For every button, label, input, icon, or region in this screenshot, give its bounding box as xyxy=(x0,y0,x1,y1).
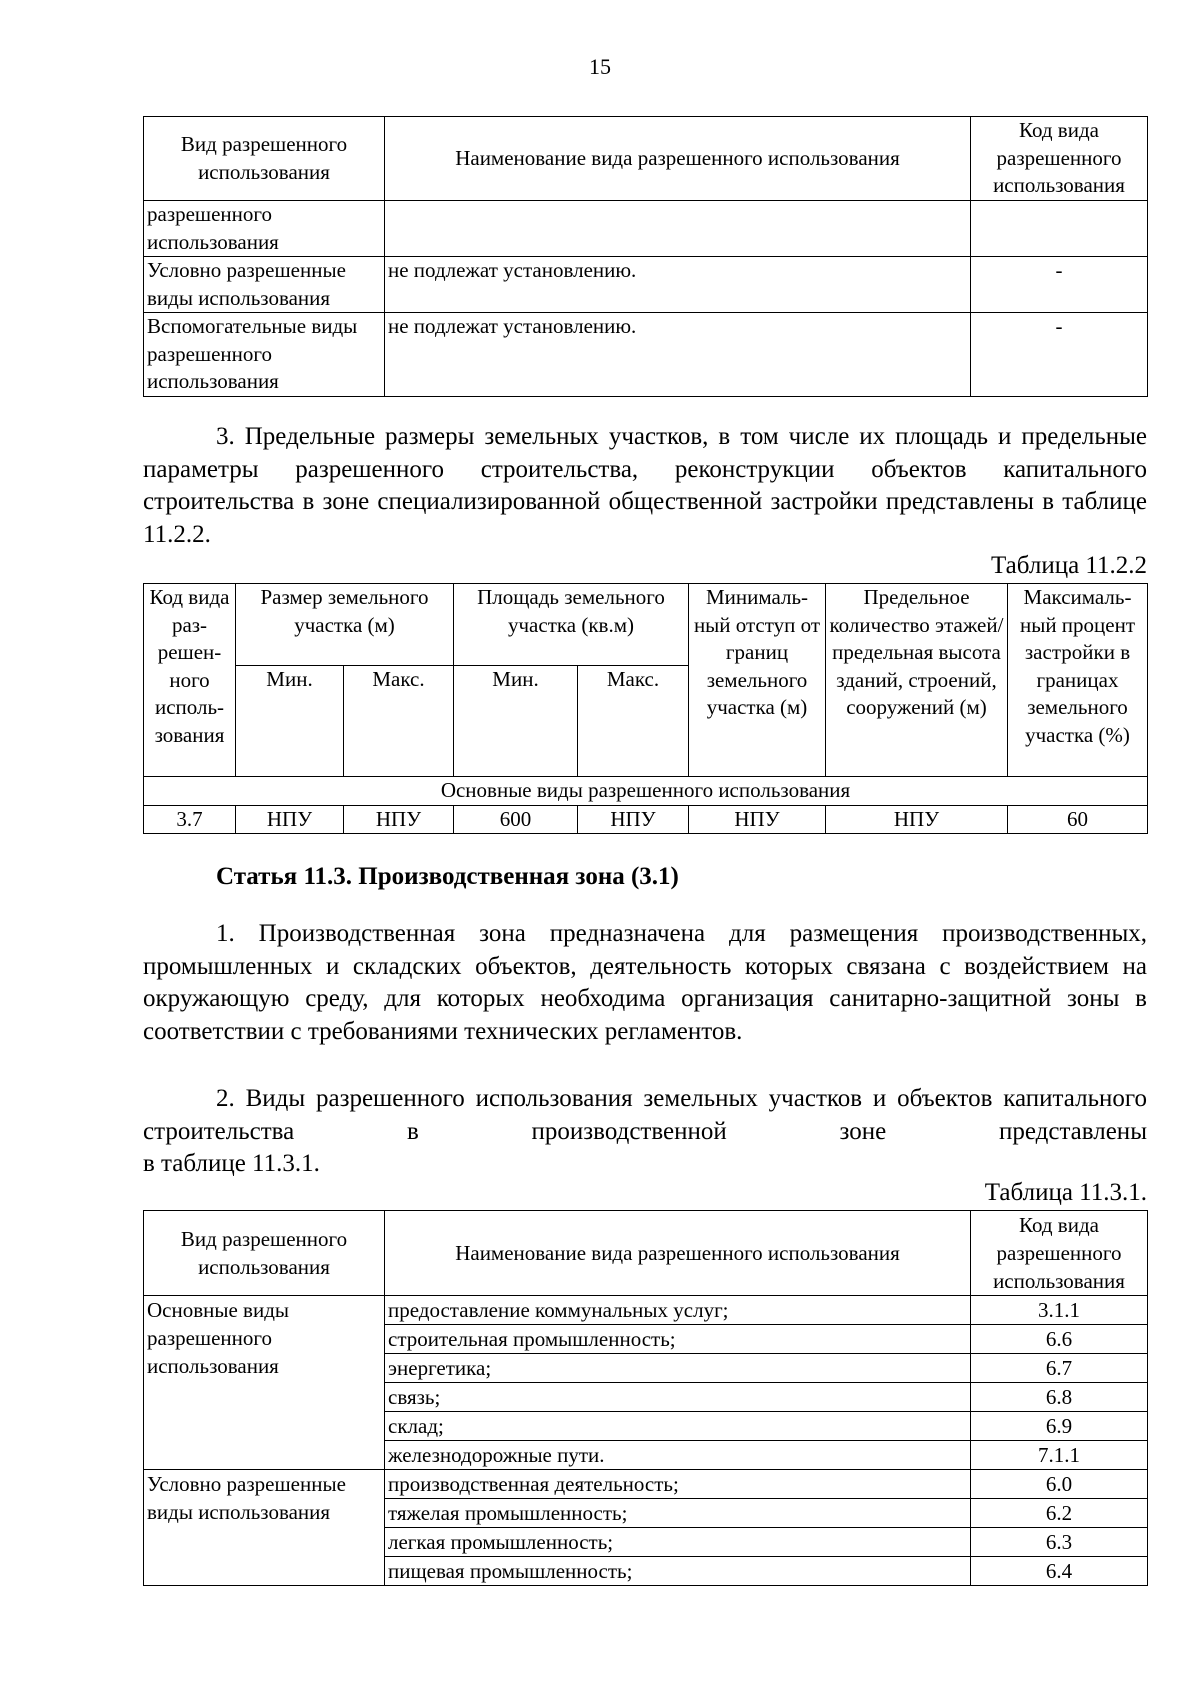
paragraph-1: 1. Производственная зона предназначена для размещения производственных, промышленных и складских объектов, деятельность которых связана с воздействием на окружающую среду, для которых необходима организация санитарно-защитной зоны в соответствии с требованиями технических регламентов. xyxy=(143,920,1147,1045)
header-area-max: Макс. xyxy=(578,666,689,777)
permitted-use-table-continuation xyxy=(143,116,1148,397)
cell-max-percent: 60 xyxy=(1008,805,1148,834)
cell-floors: НПУ xyxy=(826,805,1008,834)
header-use-type: Вид разрешенного использования xyxy=(144,1211,385,1296)
article-heading: Статья 11.3. Производственная зона (3.1) xyxy=(216,863,679,890)
header-max-percent: Максималь- ный процент застройки в границах земельного участка (%) xyxy=(1008,584,1148,777)
cell-use-name: железнодорожные пути. xyxy=(385,1441,971,1470)
cell-use-name: склад; xyxy=(385,1412,971,1441)
cell-area-max: НПУ xyxy=(578,805,689,834)
header-use-code: Код вида разрешенного использования xyxy=(971,117,1148,201)
cell-use-code: 6.7 xyxy=(971,1354,1148,1383)
cell-use-name: связь; xyxy=(385,1383,971,1412)
cell-use-type: Условно разрешенные виды использования xyxy=(144,257,385,313)
cell-use-code: 6.8 xyxy=(971,1383,1148,1412)
production-zone-use-table xyxy=(143,1210,1148,1586)
header-min-setback: Минималь- ный отступ от границ земельного участка (м) xyxy=(689,584,826,777)
cell-use-name: тяжелая промышленность; xyxy=(385,1499,971,1528)
cell-use-code: 7.1.1 xyxy=(971,1441,1148,1470)
cell-use-code: 6.4 xyxy=(971,1557,1148,1586)
cell-use-name: предоставление коммунальных услуг; xyxy=(385,1296,971,1325)
cell-use-code: 6.0 xyxy=(971,1470,1148,1499)
cell-use-type: Вспомогательные виды разрешенного использования xyxy=(144,313,385,397)
table-row xyxy=(144,201,1148,257)
section-label: Основные виды разрешенного использования xyxy=(144,777,1148,806)
cell-use-code: 3.1.1 xyxy=(971,1296,1148,1325)
header-area-min: Мин. xyxy=(454,666,578,777)
cell-use-code: 6.9 xyxy=(971,1412,1148,1441)
cell-use-code: 6.6 xyxy=(971,1325,1148,1354)
table-header-row xyxy=(144,1211,1148,1296)
cell-use-name: легкая промышленность; xyxy=(385,1528,971,1557)
cell-use-code: 6.2 xyxy=(971,1499,1148,1528)
header-plot-size: Размер земельного участка (м) xyxy=(236,584,454,666)
table-header-row xyxy=(144,584,1148,666)
cell-use-code: - xyxy=(971,313,1148,397)
table-row xyxy=(144,805,1148,834)
table-header-row xyxy=(144,117,1148,201)
cell-use-type: Условно разрешенные виды использования xyxy=(144,1470,385,1586)
cell-area-min: 600 xyxy=(454,805,578,834)
header-code: Код вида раз- решен- ного исполь- зования xyxy=(144,584,236,777)
cell-use-name: строительная промышленность; xyxy=(385,1325,971,1354)
paragraph-2-line-2: в таблице 11.3.1. xyxy=(143,1150,320,1177)
paragraph-2-line-1: 2. Виды разрешенного использования земельных участков и объектов капитального строительства в производственной зоне представлены xyxy=(143,1085,1147,1145)
cell-use-name: производственная деятельность; xyxy=(385,1470,971,1499)
table-caption-11-2-2: Таблица 11.2.2 xyxy=(991,552,1147,579)
cell-code: 3.7 xyxy=(144,805,236,834)
cell-use-name xyxy=(385,201,971,257)
header-use-code: Код вида разрешенного использования xyxy=(971,1211,1148,1296)
cell-use-code xyxy=(971,201,1148,257)
cell-use-type: разрешенного использования xyxy=(144,201,385,257)
header-size-max: Макс. xyxy=(344,666,454,777)
cell-use-type: Основные виды разрешенного использования xyxy=(144,1296,385,1470)
cell-use-name: не подлежат установлению. xyxy=(385,257,971,313)
table-row xyxy=(144,1470,1148,1499)
cell-use-name: не подлежат установлению. xyxy=(385,313,971,397)
header-use-name: Наименование вида разрешенного использования xyxy=(385,1211,971,1296)
header-use-name: Наименование вида разрешенного использования xyxy=(385,117,971,201)
cell-size-min: НПУ xyxy=(236,805,344,834)
header-size-min: Мин. xyxy=(236,666,344,777)
page-number: 15 xyxy=(589,54,611,79)
paragraph-3: 3. Предельные размеры земельных участков, в том числе их площадь и предельные параметры разрешенного строительства, реконструкции объектов капитального строительства в зоне специализированной общественной застройки представлены в таблице 11.2.2. xyxy=(143,423,1147,548)
header-plot-area: Площадь земельного участка (кв.м) xyxy=(454,584,689,666)
table-row xyxy=(144,257,1148,313)
table-section-row xyxy=(144,777,1148,806)
cell-use-code: 6.3 xyxy=(971,1528,1148,1557)
table-row xyxy=(144,1296,1148,1325)
header-use-type: Вид разрешенного использования xyxy=(144,117,385,201)
cell-size-max: НПУ xyxy=(344,805,454,834)
plot-parameters-table xyxy=(143,583,1148,834)
cell-use-name: энергетика; xyxy=(385,1354,971,1383)
table-row xyxy=(144,313,1148,397)
cell-use-code: - xyxy=(971,257,1148,313)
cell-min-setback: НПУ xyxy=(689,805,826,834)
cell-use-name: пищевая промышленность; xyxy=(385,1557,971,1586)
table-caption-11-3-1: Таблица 11.3.1. xyxy=(984,1179,1147,1206)
header-floors: Предельное количество этажей/ предельная высота зданий, строений, сооружений (м) xyxy=(826,584,1008,777)
